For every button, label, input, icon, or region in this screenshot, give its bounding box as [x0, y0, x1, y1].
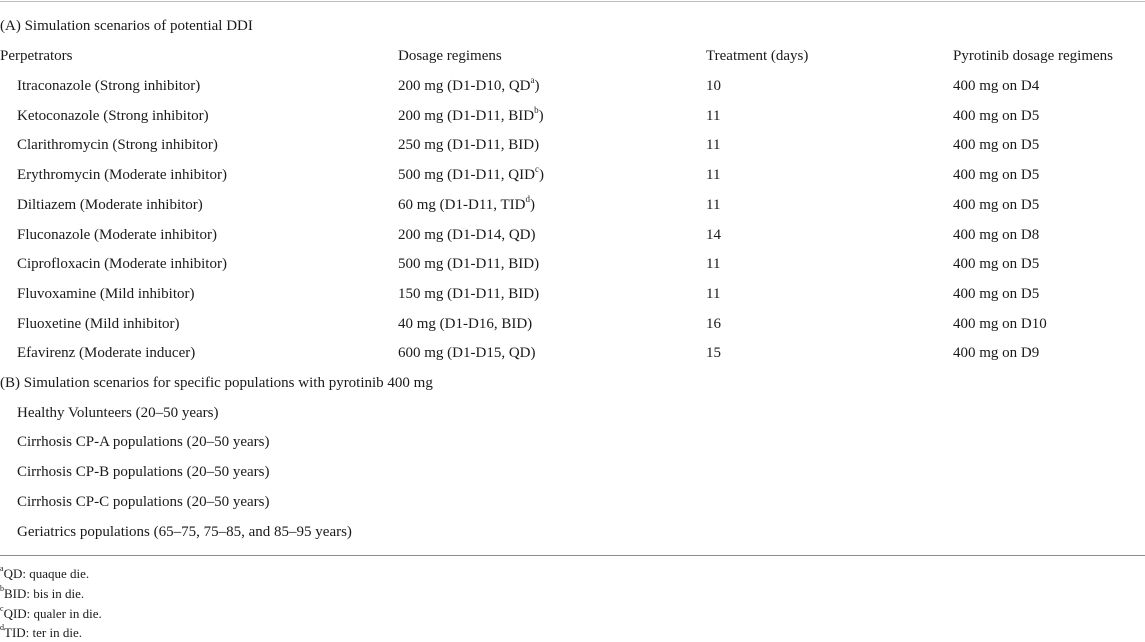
pyrotinib-dosage-cell: 400 mg on D8 — [953, 226, 1040, 243]
section-a-title-row — [0, 12, 1145, 42]
list-item — [0, 399, 1145, 429]
header-perpetrators: Perpetrators — [0, 48, 73, 64]
treatment-days-cell: 11 — [706, 256, 721, 273]
population-cell: Cirrhosis CP-A populations (20–50 years) — [17, 434, 270, 451]
perpetrator-cell: Fluvoxamine (Mild inhibitor) — [17, 285, 195, 302]
dosage-cell: 250 mg (D1-D11, BID) — [398, 137, 540, 154]
section-a-title: (A) Simulation scenarios of potential DDI — [0, 18, 253, 34]
treatment-days-cell: 15 — [706, 345, 721, 362]
perpetrator-cell: Fluconazole (Moderate inhibitor) — [17, 226, 217, 243]
perpetrator-cell: Ketoconazole (Strong inhibitor) — [17, 107, 209, 124]
footnote: $^b$BID: bis in die. — [0, 583, 85, 601]
pyrotinib-dosage-cell: 400 mg on D5 — [953, 285, 1040, 302]
table-row — [0, 339, 1145, 369]
section-b-title: (B) Simulation scenarios for specific populations with pyrotinib 400 mg — [0, 375, 433, 391]
dosage-cell: 600 mg (D1-D15, QD) — [398, 345, 536, 362]
footnote-mark: a — [0, 563, 4, 573]
dosage-cell: 40 mg (D1-D16, BID) — [398, 315, 533, 332]
table-row — [0, 131, 1145, 161]
pyrotinib-dosage-cell: 400 mg on D5 — [953, 107, 1040, 124]
treatment-days-cell: 11 — [706, 196, 721, 213]
footnote: $^c$QID: qualer in die. — [0, 603, 102, 621]
footnote-mark: b — [0, 583, 4, 593]
treatment-days-cell: 14 — [706, 226, 721, 243]
footnote: $^d$TID: ter in die. — [0, 622, 82, 640]
header-dosage-regimens: Dosage regimens — [398, 48, 502, 64]
footnote-mark: c — [534, 164, 539, 175]
section-b-title-row — [0, 369, 1145, 399]
list-item — [0, 458, 1145, 488]
dosage-cell: 500 mg (D1-D11, BID) — [398, 256, 540, 273]
bottom-rule — [0, 555, 1145, 556]
treatment-days-cell: 11 — [706, 137, 721, 154]
list-item — [0, 518, 1145, 548]
table-header-row — [0, 42, 1145, 72]
footnote: $^a$QD: quaque die. — [0, 563, 90, 581]
table-row — [0, 191, 1145, 221]
table-row — [0, 250, 1145, 280]
pyrotinib-dosage-cell: 400 mg on D10 — [953, 315, 1047, 332]
pyrotinib-dosage-cell: 400 mg on D5 — [953, 167, 1040, 184]
footnote-mark: c — [0, 603, 4, 613]
pyrotinib-dosage-cell: 400 mg on D9 — [953, 345, 1040, 362]
dosage-cell: 200 mg (D1-D11, BID$^b$) — [398, 104, 544, 124]
treatment-days-cell: 11 — [706, 285, 721, 302]
table-row — [0, 280, 1145, 310]
perpetrator-cell: Itraconazole (Strong inhibitor) — [17, 78, 201, 94]
table-row — [0, 102, 1145, 132]
header-treatment-days: Treatment (days) — [706, 48, 809, 64]
header-pyrotinib-dosage: Pyrotinib dosage regimens — [953, 48, 1113, 64]
list-item — [0, 488, 1145, 518]
population-cell: Cirrhosis CP-C populations (20–50 years) — [17, 493, 270, 510]
dosage-cell: 150 mg (D1-D11, BID) — [398, 285, 540, 302]
dosage-cell: 60 mg (D1-D11, TID$^d$) — [398, 193, 535, 213]
table-row — [0, 221, 1145, 251]
pyrotinib-dosage-cell: 400 mg on D5 — [953, 137, 1040, 154]
table-row — [0, 310, 1145, 340]
perpetrator-cell: Efavirenz (Moderate inducer) — [17, 345, 196, 362]
pyrotinib-dosage-cell: 400 mg on D5 — [953, 196, 1040, 213]
perpetrator-cell: Clarithromycin (Strong inhibitor) — [17, 137, 218, 154]
dosage-cell: 200 mg (D1-D10, $QD^a$) — [398, 75, 540, 94]
perpetrator-cell: Diltiazem (Moderate inhibitor) — [17, 196, 203, 213]
perpetrator-cell: Ciprofloxacin (Moderate inhibitor) — [17, 256, 227, 273]
population-cell: Healthy Volunteers (20–50 years) — [17, 404, 219, 421]
footnote-mark: b — [534, 104, 539, 115]
table-row — [0, 161, 1145, 191]
list-item — [0, 428, 1145, 458]
footnote-mark: d — [0, 622, 4, 632]
footnote-mark: d — [525, 193, 530, 204]
top-rule — [0, 1, 1145, 2]
footnote-mark: a — [530, 75, 535, 85]
treatment-days-cell: 10 — [706, 78, 721, 94]
dosage-cell: 200 mg (D1-D14, QD) — [398, 226, 536, 243]
treatment-days-cell: 16 — [706, 315, 721, 332]
perpetrator-cell: Erythromycin (Moderate inhibitor) — [17, 167, 227, 184]
pyrotinib-dosage-cell: 400 mg on D4 — [953, 78, 1040, 94]
treatment-days-cell: 11 — [706, 107, 721, 124]
perpetrator-cell: Fluoxetine (Mild inhibitor) — [17, 315, 180, 332]
pyrotinib-dosage-cell: 400 mg on D5 — [953, 256, 1040, 273]
dosage-cell: 500 mg (D1-D11, QID$^c$) — [398, 164, 544, 184]
population-cell: Cirrhosis CP-B populations (20–50 years) — [17, 464, 270, 481]
treatment-days-cell: 11 — [706, 167, 721, 184]
table-row — [0, 72, 1145, 102]
population-cell: Geriatrics populations (65–75, 75–85, and 85–95 years) — [17, 523, 352, 540]
